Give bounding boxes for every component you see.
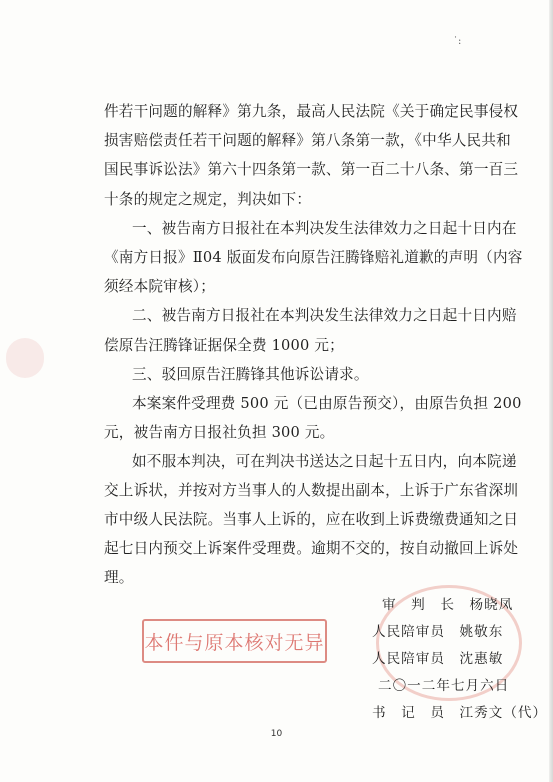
body-line: 三、驳回原告汪腾锋其他诉讼请求。 (132, 366, 369, 383)
body-line: 十条的规定之规定，判决如下： (104, 191, 312, 208)
body-line: 《南方日报》Ⅱ04 版面发布向原告汪腾锋赔礼道歉的声明（内容 (104, 249, 523, 266)
side-seal-mark (6, 338, 44, 378)
body-line: 损害赔偿责任若干问题的解释》第八条第一款，《中华人民共和 (104, 132, 511, 149)
corner-mark: ˙: (453, 36, 462, 47)
page-edge (549, 0, 553, 782)
body-line: 偿原告汪腾锋证据保全费 1000 元； (104, 337, 344, 354)
body-line: 须经本院审核）； (104, 278, 216, 295)
body-line: 理。 (104, 569, 134, 586)
body-line: 交上诉状，并按对方当事人的人数提出副本，上诉于广东省深圳 (104, 482, 519, 499)
verification-stamp: 本件与原本核对无异 (142, 619, 327, 663)
signature-line: 审 判 长 杨晓凤 (382, 597, 514, 613)
signature-line: 书 记 员 江秀文（代） (372, 705, 548, 721)
signature-line: 二〇一二年七月六日 (378, 678, 510, 694)
body-line: 起七日内预交上诉案件受理费。逾期不交的，按自动撤回上诉处 (104, 540, 519, 557)
page-number: 10 (270, 729, 283, 739)
body-line: 件若干问题的解释》第九条，最高人民法院《关于确定民事侵权 (104, 103, 519, 120)
signature-line: 人民陪审员 姚敬东 (372, 624, 504, 640)
signature-line: 人民陪审员 沈惠敏 (372, 651, 504, 667)
body-line: 市中级人民法院。当事人上诉的，应在收到上诉费缴费通知之日 (104, 511, 519, 528)
body-line: 本案案件受理费 500 元（已由原告预交），由原告负担 200 (132, 395, 522, 412)
body-line: 国民事诉讼法》第六十四条第一款、第一百二十八条、第一百三 (104, 161, 519, 178)
body-line: 元，被告南方日报社负担 300 元。 (104, 424, 335, 441)
body-line: 一、被告南方日报社在本判决发生法律效力之日起十日内在 (132, 220, 517, 237)
body-line: 如不服本判决，可在判决书送达之日起十五日内，向本院递 (132, 453, 517, 470)
body-line: 二、被告南方日报社在本判决发生法律效力之日起十日内赔 (132, 307, 517, 324)
